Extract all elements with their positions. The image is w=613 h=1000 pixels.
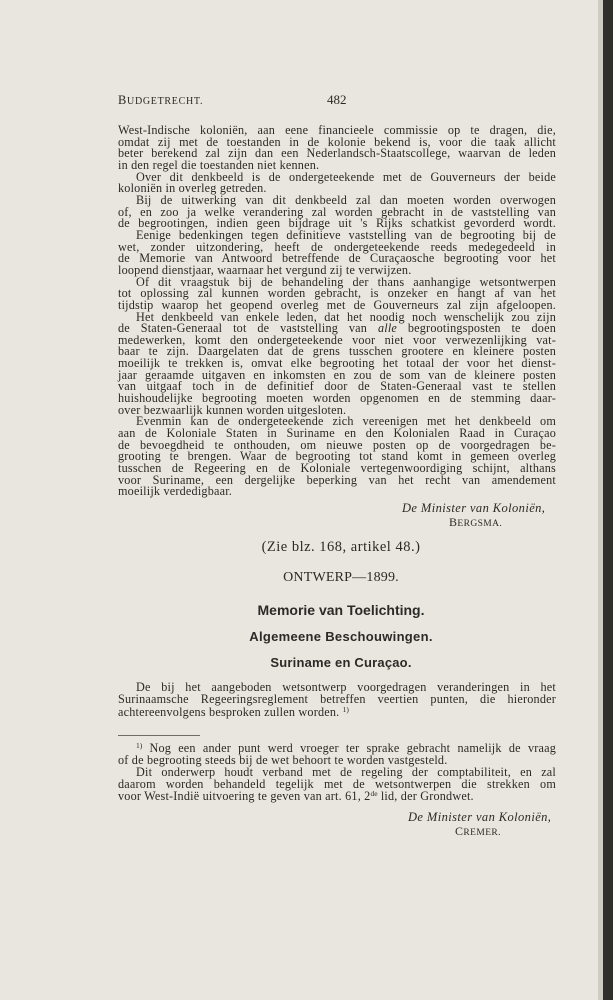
text-line: moeilijk verdedigbaar.: [118, 484, 233, 499]
signature-title: De Minister van Koloniën,: [408, 810, 552, 824]
text-line: moeilijk te trekken is, omvat elke begrooting het totaal der voor het dienst-: [118, 356, 556, 371]
text-segment: achtereenvolgens besproken zullen worden.: [118, 704, 340, 719]
text-line: Dit onderwerp houdt verband met de regeling der comptabiliteit, en zal: [136, 765, 556, 779]
text-segment: lid, der Grondwet.: [380, 789, 474, 803]
text-line: aan de Koloniale Staten in Suriname en den Kolonialen Raad in Curaçao: [118, 426, 556, 441]
text-line: tusschen de Regeering en de Koloniale vertegenwoordiging schijnt, althans: [118, 461, 556, 476]
text-line: medewerken, komt den ondergeteekende voor niet voor verwezenlijking vat-: [118, 332, 556, 347]
text-line: grooting te brengen. Waar de begrooting tot stand komt in gemeen overleg: [118, 449, 556, 464]
text-line: de Memorie van Antwoord betreffende de Curaçaosche begrooting voor het: [118, 251, 556, 266]
text-line: Over dit denkbeeld is de ondergeteekende met de Gouverneurs der beide: [136, 169, 556, 184]
text-line: Of dit vraagstuk bij de behandeling der thans aanhangige wetsontwerpen: [136, 274, 556, 289]
footnote: [118, 742, 556, 802]
text-line: van uitgaaf toch in de definitief door de Staten-Generaal vast te stellen: [118, 379, 556, 394]
scan-border: [603, 0, 613, 1000]
text-line: Surinaamsche Regeeringsreglement betreffen veertien punten, die hieronder: [118, 692, 556, 707]
text-line: West-Indische koloniën, aan eene financieele commissie op te dragen, die,: [118, 123, 556, 137]
text-line: daarom worden behandeld tegelijk met de wetsontwerpen die strekken om: [118, 777, 556, 791]
intro-paragraph: [118, 681, 556, 718]
text-line: De bij het aangeboden wetsontwerp voorgedragen veranderingen in het: [136, 680, 556, 694]
section-title: Algemeene Beschouwingen.: [249, 629, 433, 644]
footnote-marker: 1): [136, 741, 143, 750]
footnote-rule: [118, 735, 200, 736]
document-title: Memorie van Toelichting.: [257, 602, 425, 618]
subsection-title: Suriname en Curaçao.: [270, 655, 412, 670]
text-line: [118, 790, 556, 802]
text-segment: voor West-Indië uitvoering te geven van art. 61, 2: [118, 789, 371, 803]
text-line: beter berekend zal zijn dan een Nederlandsch-Staatscollege, waarvan de leden: [118, 146, 556, 161]
text-line: koloniën in overleg getreden.: [118, 181, 267, 196]
emphasis: alle: [377, 321, 398, 336]
text-line: jaar geraamde uitgaven en inkomsten en zou de som van de kleinere posten: [118, 367, 556, 382]
text-line: voor Suriname, een dergelijke beperking van het recht van amendement: [118, 472, 556, 487]
text-line: de bevoegdheid te onthouden, om nieuwe posten op de voorgedragen be-: [118, 437, 556, 452]
text-line: in den regel die toestanden niet kennen.: [118, 157, 320, 172]
text-line: of de begrooting steeds bij de wet behoort te worden vastgesteld.: [118, 753, 448, 767]
text-line: Eenige bedenkingen tegen definitieve vaststelling van de begrooting bij de: [136, 227, 556, 242]
signature-name: BERGSMA.: [449, 515, 503, 529]
text-line: tot oplossing zal kunnen worden gebracht, is onzeker en hangt af van het: [118, 286, 556, 301]
text-line: baar te zijn. Daargelaten dat de grens tusschen grootere en kleinere posten: [118, 344, 556, 359]
text-line: Het denkbeeld van enkele leden, dat het noodig noch wenschelijk zou zijn: [136, 309, 556, 324]
text-segment: de Staten-Generaal tot de vaststelling van: [118, 321, 368, 336]
text-line: over bezwaarlijk kunnen worden uitgesloten.: [118, 402, 347, 417]
running-title: BUDGETRECHT.: [118, 93, 204, 107]
text-line: Bij de uitwerking van dit denkbeeld zal dan moeten worden overwogen: [136, 192, 556, 207]
main-text: [118, 125, 556, 498]
page-number: 482: [327, 92, 347, 107]
text-line: huishoudelijke begrooting moeten worden opgenomen en de stemming daar-: [118, 391, 556, 406]
signature-title: De Minister van Koloniën,: [402, 501, 546, 515]
signature-name: CREMER.: [455, 824, 501, 838]
footnote-marker: 1): [342, 704, 349, 714]
text-line: tijdstip waarop het geopend overleg met de Gouverneurs zal zijn afgeloopen.: [118, 297, 556, 312]
text-segment: begrootingsposten te doen: [407, 321, 556, 336]
draft-title: ONTWERP—1899.: [283, 570, 399, 585]
text-line: of, en zoo ja welke verandering zal worden gebracht in de vaststelling van: [118, 204, 556, 219]
text-line: loopend dienstjaar, waarnaar het vergund zij te verwijzen.: [118, 262, 412, 277]
text-line: Evenmin kan de ondergeteekende zich vereenigen met het denkbeeld om: [136, 414, 556, 429]
text-line: wet, zonder uitzondering, heeft de ondergeteekende reeds medegedeeld in: [118, 239, 556, 254]
text-line: [118, 706, 556, 718]
text-segment: Nog een ander punt werd vroeger ter sprake gebracht namelijk de vraag: [149, 741, 557, 755]
text-line: omdat zij met de toestanden in de kolonie bekend is, voor die taak allicht: [118, 134, 556, 149]
ordinal-suffix: de: [370, 789, 378, 798]
text-line: de begrootingen, indien geen bijdrage uit 's Rijks schatkist gevorderd wordt.: [118, 216, 556, 231]
reference-note: (Zie blz. 168, artikel 48.): [261, 539, 421, 555]
